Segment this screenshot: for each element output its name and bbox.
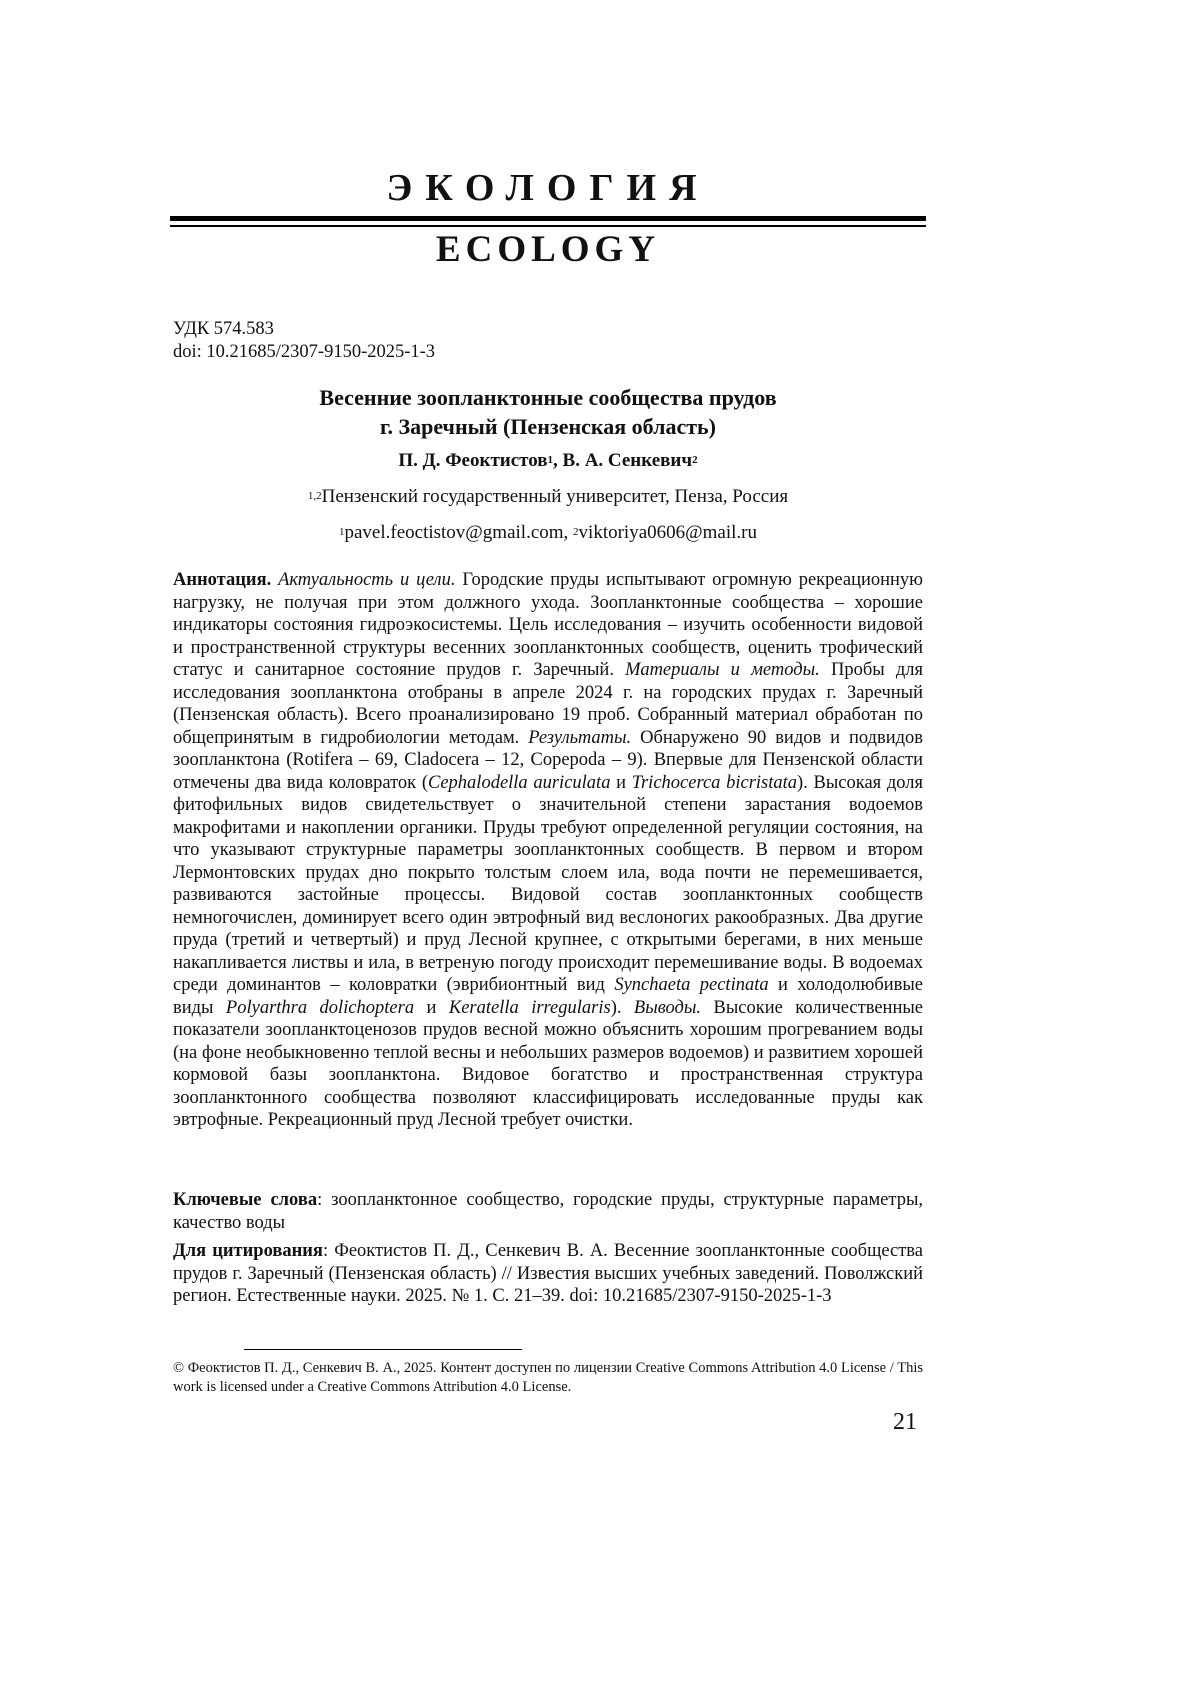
results-text-2: ). Высокая доля фитофильных видов свидетельствует о значительной степени зарастания водоемов макрофитами и накоплении органики. Пруды требуют определенной регуляции состояния, на что указывают структурные параметры зоопланктонных сообществ. В первом и втором Лермонтовских прудах дно покрыто толстым слоем ила, вода почти не перемешивается, развиваются застойные процессы. Видовой состав зоопланктонных сообществ немногочислен, доминирует всего один эвтрофный вид веслоногих ракообразных. Два другие пруда (третий и четвертый) и пруд Лесной крупнее, с открытыми берегами, в них меньше накапливается листвы и ила, в ветреную погоду происходит перемешивание воды. В водоемах среди доминантов – коловратки (эврибионтный вид <box>173 773 923 996</box>
keywords <box>173 1189 923 1234</box>
results-text-1: Обнаружено 90 видов и подвидов зоопланктона (Rotifera – 69, Cladocera – 12, Copepoda – 9). Впервые для Пензенской области отмечены два вида коловраток ( <box>173 728 923 793</box>
title-line-1: Весенние зоопланктонные сообщества прудов <box>170 383 926 412</box>
page-number: 21 <box>893 1408 917 1436</box>
section-title-en: ECOLOGY <box>170 228 926 272</box>
relevance-label: Актуальность и цели. <box>278 570 455 590</box>
species-name: Keratella irregularis <box>449 998 611 1018</box>
authors <box>170 448 926 474</box>
author-2-affil: 2 <box>692 454 698 466</box>
affiliation-text: Пензенский государственный университет, Пенза, Россия <box>322 486 789 507</box>
header-rule-thin <box>170 225 926 227</box>
keywords-label: Ключевые слова <box>173 1190 317 1210</box>
title-line-2: г. Заречный (Пензенская область) <box>170 412 926 441</box>
conclusions-label: Выводы. <box>634 998 701 1018</box>
affiliation-marker: 1,2 <box>308 490 322 502</box>
author-1: П. Д. Феоктистов <box>398 450 547 471</box>
abstract-label: Аннотация. <box>173 570 271 590</box>
keywords-text: : зоопланктонное сообщество, городские пруды, структурные параметры, качество воды <box>173 1190 923 1233</box>
email-separator: , <box>564 522 574 543</box>
email-2[interactable]: viktoriya0606@mail.ru <box>579 522 757 543</box>
abstract <box>173 569 923 1132</box>
citation-text: : Феоктистов П. Д., Сенкевич В. А. Весенние зоопланктонные сообщества прудов г. Заречный (Пензенская область) // Известия высших учебных заведений. Поволжский регион. Естественные науки. 2025. № 1. С. 21–39. doi: 10.21685/2307-9150-2025-1-3 <box>173 1241 923 1306</box>
conjunction: и <box>610 773 631 793</box>
results-text-3: и холодолюбивые виды <box>173 975 923 1018</box>
license-footnote: © Феоктистов П. Д., Сенкевич В. А., 2025. Контент доступен по лицензии Creative Commons Attribution 4.0 License / This work is licensed under a Creative Commons Attribution 4.0 License. <box>173 1359 923 1397</box>
article-meta <box>173 318 435 364</box>
author-separator: , <box>553 450 563 471</box>
species-name: Cephalodella auriculata <box>428 773 610 793</box>
conjunction: и <box>414 998 449 1018</box>
conclusions-text: Высокие количественные показатели зоопланктоценозов прудов весной можно объяснить хорошим прогреванием воды (на фоне необыкновенно теплой весны и небольших размеров водоемов) и развитием хорошей кормовой базы зоопланктона. Видовое богатство и пространственная структура зоопланктонного сообщества позволяют классифицировать исследованные пруды как эвтрофные. Рекреационный пруд Лесной требует очистки. <box>173 998 923 1131</box>
journal-page <box>0 0 1200 1698</box>
email-2-marker: 2 <box>573 526 579 538</box>
results-text-4: ). <box>611 998 622 1018</box>
author-1-affil: 1 <box>548 454 554 466</box>
header-rule-thick <box>170 216 926 221</box>
species-name: Polyarthra dolichoptera <box>226 998 414 1018</box>
species-name: Synchaeta pectinata <box>614 975 768 995</box>
citation-label: Для цитирования <box>173 1241 323 1261</box>
methods-label: Материалы и методы. <box>625 660 820 680</box>
results-label: Результаты. <box>528 728 631 748</box>
affiliation <box>170 484 926 510</box>
footnote-rule <box>244 1349 522 1350</box>
article-title <box>170 383 926 441</box>
email-1[interactable]: pavel.feoctistov@gmail.com <box>344 522 563 543</box>
author-2: В. А. Сенкевич <box>563 450 693 471</box>
methods-text: Пробы для исследования зоопланктона отобраны в апреле 2024 г. на городских прудах г. Заречный (Пензенская область). Всего проанализировано 19 проб. Собранный материал обработан по общепринятым в гидробиологии методам. <box>173 660 923 748</box>
species-name: Trichocerca bicristata <box>632 773 797 793</box>
emails <box>170 520 926 546</box>
citation <box>173 1240 923 1308</box>
relevance-text: Городские пруды испытывают огромную рекреационную нагрузку, не получая при этом должного ухода. Зоопланктонные сообщества – хорошие индикаторы состояния гидроэкосистемы. Цель исследования – изучить особенности видовой и пространственной структуры весенних зоопланктонных сообществ, оценить трофический статус и санитарное состояние прудов г. Заречный. <box>173 570 923 680</box>
section-title-ru: ЭКОЛОГИЯ <box>170 166 926 210</box>
email-1-marker: 1 <box>339 526 345 538</box>
udc-code: УДК 574.583 <box>173 318 435 341</box>
doi: doi: 10.21685/2307-9150-2025-1-3 <box>173 341 435 364</box>
